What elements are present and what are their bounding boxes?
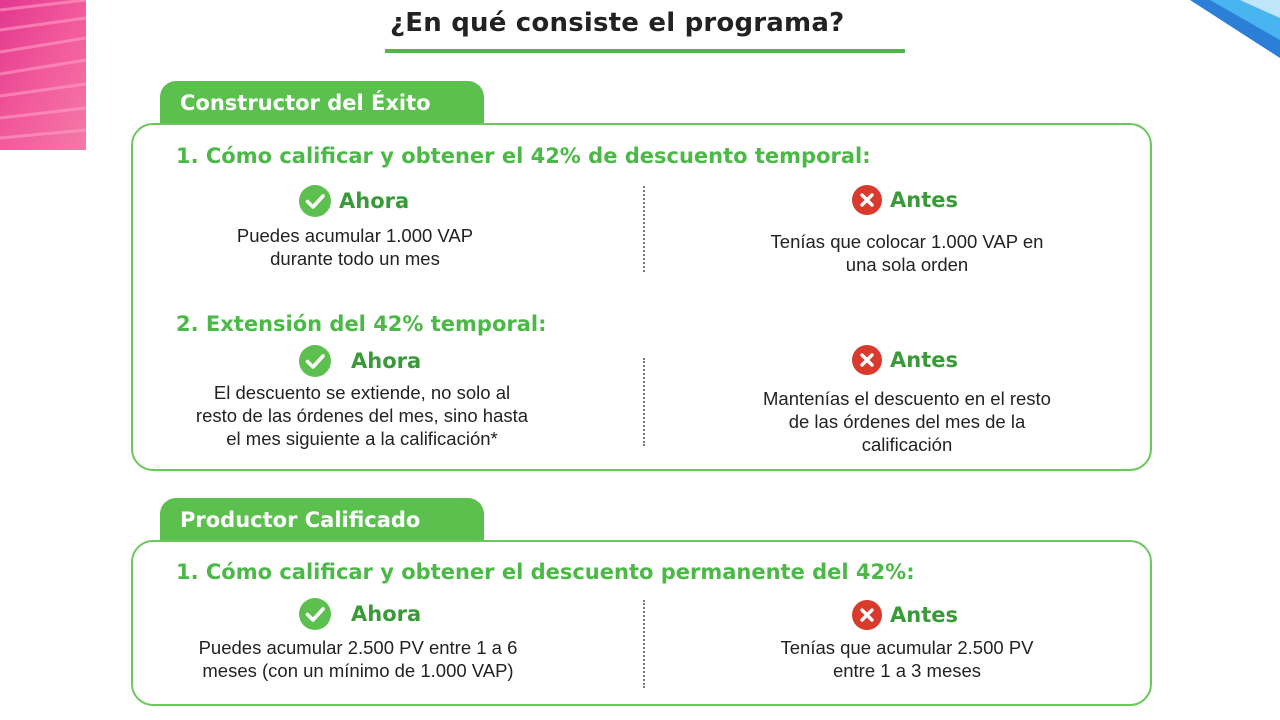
title-underline	[385, 49, 905, 53]
x-circle-icon	[852, 600, 882, 630]
productor-s1-now	[299, 598, 421, 630]
constructor-s2-before-text: Mantenías el descuento en el resto de las órdenes del mes de la calificación	[763, 388, 1051, 455]
check-circle-icon	[299, 598, 331, 630]
page-title: ¿En qué consiste el programa?	[390, 8, 845, 38]
constructor-s1-now	[299, 185, 409, 217]
constructor-section2-heading: 2. Extensión del 42% temporal:	[176, 312, 547, 336]
now-label: Ahora	[351, 602, 422, 626]
constructor-s2-before	[852, 345, 958, 375]
column-divider	[643, 186, 645, 272]
decorative-blue-corner	[1190, 0, 1280, 60]
check-circle-icon	[299, 345, 331, 377]
productor-s1-before	[852, 600, 958, 630]
check-circle-icon	[299, 185, 331, 217]
constructor-section1-heading: 1. Cómo calificar y obtener el 42% de descuento temporal:	[176, 144, 871, 168]
productor-s1-before-text: Tenías que acumular 2.500 PV entre 1 a 3 meses	[780, 637, 1034, 681]
constructor-s2-now-text: El descuento se extiende, no solo al resto de las órdenes del mes, sino hasta el mes siguiente a la calificación*	[195, 382, 529, 449]
constructor-s1-before-text: Tenías que colocar 1.000 VAP en una sola orden	[770, 231, 1044, 275]
tab-constructor-del-exito: Constructor del Éxito	[160, 81, 484, 127]
constructor-s1-now-text: Puedes acumular 1.000 VAP durante todo un mes	[236, 225, 474, 269]
constructor-s2-now	[299, 345, 421, 377]
productor-s1-now-text: Puedes acumular 2.500 PV entre 1 a 6 meses (con un mínimo de 1.000 VAP)	[198, 637, 518, 681]
productor-section1-heading: 1. Cómo calificar y obtener el descuento permanente del 42%:	[176, 560, 915, 584]
before-label: Antes	[890, 188, 958, 212]
decorative-pink-stripes	[0, 0, 86, 150]
now-label: Ahora	[339, 189, 410, 213]
column-divider	[643, 358, 645, 446]
before-label: Antes	[890, 348, 958, 372]
now-label: Ahora	[351, 349, 422, 373]
column-divider	[643, 600, 645, 688]
before-label: Antes	[890, 603, 958, 627]
x-circle-icon	[852, 345, 882, 375]
tab-productor-calificado: Productor Calificado	[160, 498, 484, 544]
constructor-s1-before	[852, 185, 958, 215]
x-circle-icon	[852, 185, 882, 215]
